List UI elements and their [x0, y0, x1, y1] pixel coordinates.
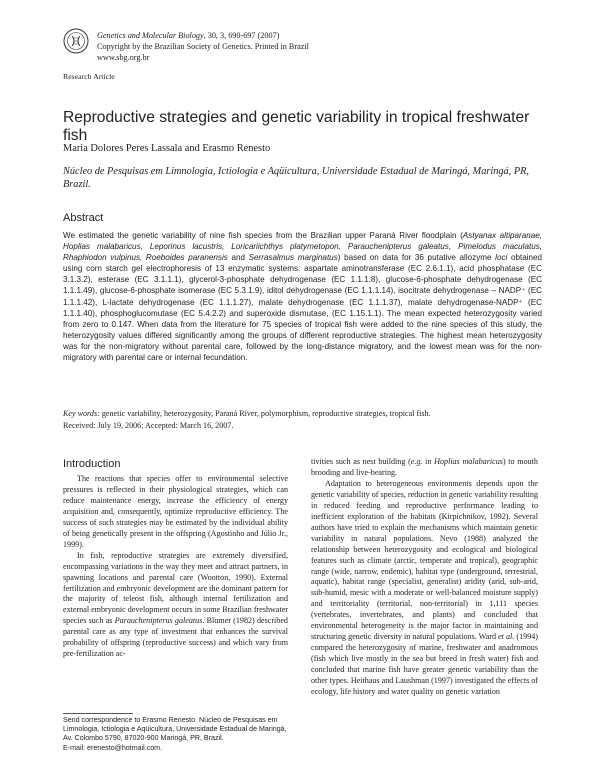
author-affiliation: Núcleo de Pesquisas em Limnologia, Ictiologia e Aqüicultura, Universidade Estadual de Maringá, Maringá, PR, Brazil.: [63, 166, 529, 190]
correspondence-footnote: Send correspondence to Erasmo Renesto. Núcleo de Pesquisas em Limnologia, Ictiologia e Aqüicultura, Universidade Estadual de Maringá, Av. Colombo 5790, 87020-900 Maringá, PR, Brazil. E-mail: erenesto@hotmail.com.: [63, 716, 287, 752]
paper-title: Reproductive strategies and genetic variability in tropical freshwater fish: [63, 109, 530, 144]
sbg-logo-icon: [63, 28, 89, 54]
intro-paragraph: The reactions that species offer to environmental selective pressures is reflected in their physiological strategies, which can reduce maintenance energy, increase the efficiency of energy acquisition and, consequently, optimize reproductive efficiency. The success of such strategies may be estimated by the individual ability of being genetically present in the offspring (Agostinho and Júlio Jr., 1999).: [63, 474, 288, 549]
introduction-heading: Introduction: [63, 458, 121, 470]
footnote-divider: [63, 713, 133, 714]
received-dates: Received: July 19, 2006; Accepted: March 16, 2007.: [63, 421, 234, 430]
copyright-line: Copyright by the Brazilian Society of Genetics. Printed in Brazil: [97, 42, 309, 51]
intro-paragraph: In fish, reproductive strategies are extremely diversified, encompassing variations in the way they meet and attract partners, in spawning locations and parental care (Wootton, 1990). External fertilization and embryonic development are the dominant pattern for the majority of teleost fish, although internal fertilization and external embryonic development occurs in some Brazilian freshwater species such as Parauchenipterus galeatus. Blumer (1982) described parental care as any type of investment that enhances the survival probability of offspring (reproductive success) and which vary from pre-fertilization ac-: [63, 550, 288, 659]
body-column-right: [311, 457, 538, 698]
correspondence-email[interactable]: E-mail: erenesto@hotmail.com.: [63, 743, 163, 752]
abstract-heading: Abstract: [63, 212, 104, 224]
body-column-left: [63, 474, 288, 660]
journal-website[interactable]: www.sbg.org.br: [97, 53, 150, 62]
paper-authors: Maria Dolores Peres Lassala and Erasmo Renesto: [63, 143, 271, 154]
article-type: Research Article: [63, 72, 115, 81]
intro-paragraph: Adaptation to heterogeneous environments depends upon the genetic variability of species, reduction in genetic variability resulting in reduced feeding and reproductive performance leading to inefficient exploration of the habitats (Kirpichnikov, 1992). Several authors have tried to explain the mechanisms which maintain genetic variability in natural populations. Nevo (1988) analyzed the relationship between heterozygosity and ecological and biological features such as climate (arctic, temperate and tropical), geographic range (wide, narrow, endemic), habitat type (underground, terrestrial, aquatic), habitat range (specialist, generalist) aridity (arid, sub-arid, sub-humid, mesic with a moderate or well-balanced moisture supply) and territoriality (territorial, non-territorial) in 1,111 species (vertebrates, invertebrates, and plants) and concluded that environmental heterogeneity is the major factor in maintaining and structuring genetic diversity in natural populations. Ward et al. (1994) compared the heterozygosity of marine, freshwater and anadromous (fish which live mostly in the sea but breed in fresh water) fish and concluded that marine fish have greater genetic variability than the other types. Heithaus and Laushman (1997) investigated the effects of ecology, life history and water quality on genetic variation: [311, 478, 538, 697]
journal-header: [97, 30, 309, 63]
abstract-body: We estimated the genetic variability of nine fish species from the Brazilian upper Paraná River floodplain (Astyanax altiparanae, Hoplias malabaricus, Leporinus lacustris, Loricariichthys platymetopon, Parauchenipterus galeatus, Pimelodus maculatus, Rhaphiodon vulpinus, Roeboides paranensis and Serrasalmus marginatus) based on data for 36 putative allozyme loci obtained using corn starch gel electrophoresis of 13 enzymatic systems: aspartate aminotransferase (EC 2.6.1.1), acid phosphatase (EC 3.1.3.2), esterase (EC 3.1.1.1), glycerol-3-phosphate dehydrogenase (EC 1.1.1.8), glucose-6-phosphate dehydrogenase (EC 1.1.1.49), glucose-6-phosphate isomerase (EC 5.3.1.9), iditol dehydrogenase (EC 1.1.1.14), isocitrate dehydrogenase – NADP⁺ (EC 1.1.1.42), L-lactate dehydrogenase (EC 1.1.1.27), malate dehydrogenase (EC 1.1.1.37), malate dehydrogenase-NADP⁺ (EC 1.1.1.40), phosphoglucomutase (EC 5.4.2.2) and superoxide dismutase, (EC 1.15.1.1). The mean expected heterozygosity varied from zero to 0.147. When data from the literature for 75 species of tropical fish were added to the nine species of this study, the heterozygosity values differed significantly among the groups of different reproductive strategies. The highest mean heterozygosity was for the non-migratory without parental care, followed by the long-distance migratory, and the lowest mean was for the non-migratory with parental care or internal fecundation.: [63, 231, 542, 363]
keywords: Key words: genetic variability, heterozygosity, Paraná River, polymorphism, reproductive strategies, tropical fish.: [63, 409, 431, 418]
intro-paragraph: tivities such as nest building (e.g. in Hoplias malabaricus) to mouth brooding and live-bearing.: [311, 457, 538, 477]
journal-citation: Genetics and Molecular Biology, 30, 3, 690-697 (2007): [97, 31, 280, 40]
